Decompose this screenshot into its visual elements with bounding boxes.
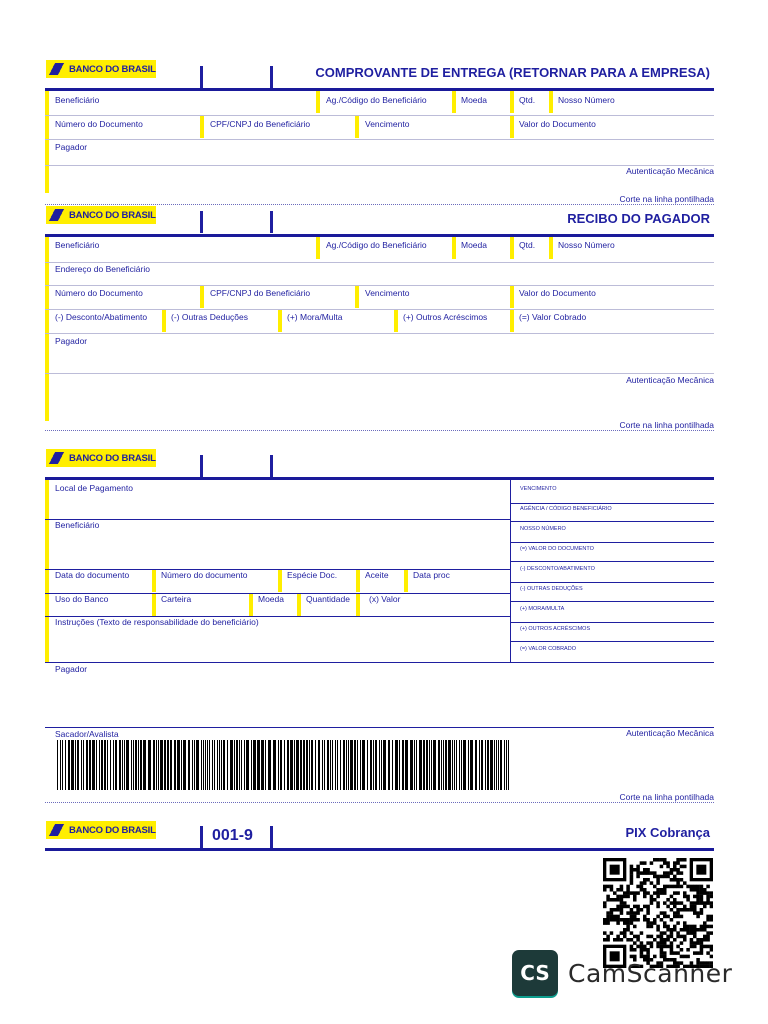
bank-logo-text: BANCO DO BRASIL [69, 209, 156, 221]
divider-tick [200, 211, 203, 233]
bank-logo [46, 206, 156, 224]
label-moeda: Moeda [258, 594, 284, 604]
bank-logo-icon [51, 824, 65, 836]
field-marker [452, 91, 456, 113]
row-line [510, 601, 714, 602]
field-marker [45, 480, 49, 662]
field-marker [316, 91, 320, 113]
cut-line [45, 802, 714, 803]
label-r-vencimento: VENCIMENTO [520, 486, 557, 492]
camscanner-badge-text: CS [520, 961, 550, 985]
field-marker [394, 310, 398, 332]
bank-logo-icon [51, 452, 65, 464]
field-marker [356, 570, 360, 592]
divider-tick [270, 211, 273, 233]
camscanner-text: CamScanner [568, 958, 733, 988]
divider-tick [270, 455, 273, 477]
label-pagador: Pagador [55, 336, 88, 346]
row-line [45, 165, 714, 166]
field-marker [278, 310, 282, 332]
divider-tick [200, 66, 203, 88]
label-cpf-cnpj: CPF/CNPJ do Beneficiário [210, 288, 311, 298]
pix-title: PIX Cobrança [625, 825, 710, 840]
row-line [510, 641, 714, 642]
label-r-outros-acrescimos: (+) OUTROS ACRÉSCIMOS [520, 626, 591, 632]
label-numero-documento: Número do documento [161, 570, 248, 580]
label-corte: Corte na linha pontilhada [619, 420, 714, 430]
cut-line [45, 204, 714, 205]
divider-tick [200, 455, 203, 477]
column-divider [510, 480, 511, 663]
label-corte: Corte na linha pontilhada [619, 194, 714, 204]
field-marker [152, 570, 156, 592]
bank-code: 001-9 [212, 827, 253, 844]
label-r-nosso-numero: NOSSO NÚMERO [520, 526, 566, 532]
label-vencimento: Vencimento [365, 288, 410, 298]
field-marker [45, 91, 49, 193]
header-rule [45, 234, 714, 237]
label-r-outras-deducoes: (-) OUTRAS DEDUÇÕES [520, 586, 583, 592]
row-line [45, 139, 714, 140]
row-line [45, 662, 714, 663]
label-beneficiario: Beneficiário [55, 240, 100, 250]
barcode [57, 740, 512, 792]
camscanner-watermark [512, 950, 738, 996]
bank-logo [46, 60, 156, 78]
divider-tick [270, 66, 273, 88]
section2-title: RECIBO DO PAGADOR [567, 211, 710, 226]
label-desconto: (-) Desconto/Abatimento [55, 312, 148, 322]
field-marker [152, 594, 156, 616]
row-line [45, 262, 714, 263]
label-outras-deducoes: (-) Outras Deduções [171, 312, 248, 322]
row-line [45, 285, 714, 286]
row-line [510, 622, 714, 623]
label-pagador: Pagador [55, 664, 88, 674]
header-rule [45, 848, 714, 851]
label-beneficiario: Beneficiário [55, 520, 100, 530]
label-moeda: Moeda [461, 240, 487, 250]
bank-logo [46, 821, 156, 839]
row-line [510, 542, 714, 543]
label-x-valor: (x) Valor [369, 594, 401, 604]
row-line [510, 521, 714, 522]
field-marker [549, 91, 553, 113]
field-marker [249, 594, 253, 616]
label-autenticacao: Autenticação Mecânica [626, 728, 714, 738]
label-qtd: Qtd. [519, 95, 536, 105]
divider-tick [200, 826, 203, 848]
divider-tick [270, 826, 273, 848]
field-marker [162, 310, 166, 332]
label-local-pagamento: Local de Pagamento [55, 483, 133, 493]
field-marker [355, 286, 359, 308]
field-marker [278, 570, 282, 592]
label-valor-cobrado: (=) Valor Cobrado [519, 312, 587, 322]
field-marker [452, 237, 456, 259]
label-uso-banco: Uso do Banco [55, 594, 109, 604]
label-quantidade: Quantidade [306, 594, 350, 604]
label-r-valor-documento: (=) VALOR DO DOCUMENTO [520, 546, 594, 552]
field-marker [45, 237, 49, 421]
row-line [45, 727, 714, 728]
camscanner-logo-icon [512, 950, 558, 996]
label-cpf-cnpj: CPF/CNPJ do Beneficiário [210, 119, 311, 129]
field-marker [510, 310, 514, 332]
label-data-documento: Data do documento [55, 570, 130, 580]
label-numero-documento: Número do Documento [55, 119, 143, 129]
row-line [510, 503, 714, 504]
label-moeda: Moeda [461, 95, 487, 105]
bank-logo-text: BANCO DO BRASIL [69, 452, 156, 464]
label-autenticacao: Autenticação Mecânica [626, 166, 714, 176]
label-beneficiario: Beneficiário [55, 95, 100, 105]
field-marker [316, 237, 320, 259]
label-ag-codigo: Ag./Código do Beneficiário [326, 240, 427, 250]
field-marker [200, 286, 204, 308]
header-rule [45, 477, 714, 480]
label-qtd: Qtd. [519, 240, 536, 250]
bank-logo [46, 449, 156, 467]
field-marker [200, 116, 204, 138]
label-mora-multa: (+) Mora/Multa [287, 312, 343, 322]
label-especie-doc: Espécie Doc. [287, 570, 338, 580]
label-instrucoes: Instruções (Texto de responsabilidade do beneficiário) [55, 617, 259, 627]
label-r-mora-multa: (+) MORA/MULTA [520, 606, 565, 612]
cut-line [45, 430, 714, 431]
row-line [45, 373, 714, 374]
header-rule [45, 88, 714, 91]
field-marker [355, 116, 359, 138]
label-r-agencia: AGÊNCIA / CÓDIGO BENEFICIÁRIO [520, 506, 612, 512]
label-aceite: Aceite [365, 570, 389, 580]
label-carteira: Carteira [161, 594, 192, 604]
field-marker [510, 91, 514, 113]
row-line [510, 561, 714, 562]
label-autenticacao: Autenticação Mecânica [626, 375, 714, 385]
label-vencimento: Vencimento [365, 119, 410, 129]
bank-logo-text: BANCO DO BRASIL [69, 824, 156, 836]
field-marker [549, 237, 553, 259]
field-marker [356, 594, 360, 616]
label-pagador: Pagador [55, 142, 88, 152]
row-line [45, 309, 714, 310]
label-r-desconto: (-) DESCONTO/ABATIMENTO [520, 566, 595, 572]
row-line [510, 582, 714, 583]
field-marker [510, 237, 514, 259]
bank-logo-text: BANCO DO BRASIL [69, 63, 156, 75]
field-marker [510, 116, 514, 138]
label-r-valor-cobrado: (=) VALOR COBRADO [520, 646, 576, 652]
bank-logo-icon [51, 209, 65, 221]
section1-title: COMPROVANTE DE ENTREGA (RETORNAR PARA A EMPRESA) [315, 65, 710, 80]
label-corte: Corte na linha pontilhada [619, 792, 714, 802]
label-numero-documento: Número do Documento [55, 288, 143, 298]
label-sacador: Sacador/Avalista [55, 729, 119, 739]
bank-logo-icon [51, 63, 65, 75]
label-outros-acrescimos: (+) Outros Acréscimos [403, 312, 488, 322]
label-nosso-numero: Nosso Número [558, 240, 615, 250]
field-marker [297, 594, 301, 616]
label-data-proc: Data proc [413, 570, 450, 580]
row-line [45, 333, 714, 334]
label-endereco: Endereço do Beneficiário [55, 264, 150, 274]
field-marker [404, 570, 408, 592]
row-line [45, 519, 510, 520]
field-marker [510, 286, 514, 308]
label-valor-documento: Valor do Documento [519, 288, 596, 298]
label-ag-codigo: Ag./Código do Beneficiário [326, 95, 427, 105]
row-line [45, 115, 714, 116]
label-nosso-numero: Nosso Número [558, 95, 615, 105]
label-valor-documento: Valor do Documento [519, 119, 596, 129]
